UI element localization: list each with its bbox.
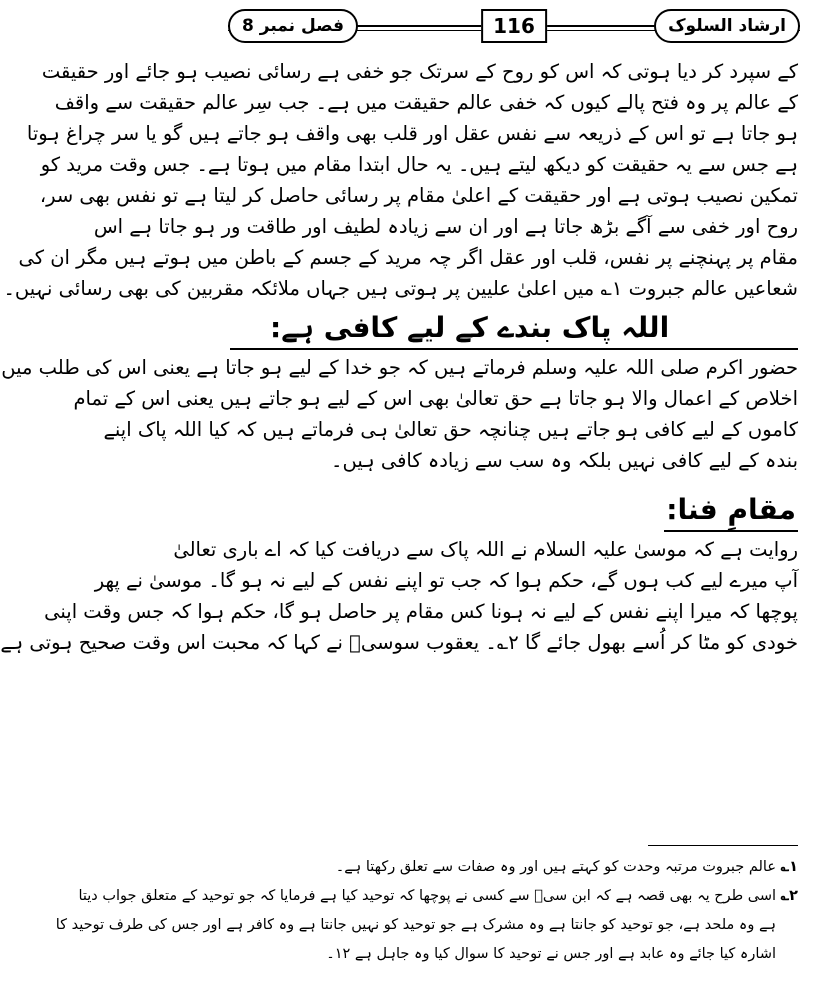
text-line: حضور اکرم صلی اللہ علیہ وسلم فرماتے ہیں کہ جو خدا کے لیے ہو جاتا ہے یعنی اس کی طلب میں (1, 356, 798, 379)
footnote-2-line: ہے وہ ملحد ہے، جو توحید کو جانتا ہے وہ مشرک ہے جو توحید کو نہیں جانتا ہے وہ کافر ہے اور جس کی طرف توحید کا (55, 917, 776, 933)
text-line: کاموں کے لیے کافی ہو جاتے ہیں چنانچہ حق تعالیٰ ہی فرماتے ہیں کہ کیا اللہ پاک اپنے (103, 418, 798, 441)
footnote-number: ۱؎ (780, 859, 798, 875)
footnote-2 (78, 882, 798, 911)
heading-box (664, 490, 798, 532)
paragraph-2 (1, 352, 798, 476)
footnotes (55, 853, 798, 969)
section-heading-maqam-fana (230, 490, 798, 532)
heading-text: اللہ پاک بندے کے لیے کافی ہے (281, 311, 670, 344)
page-content (0, 56, 798, 658)
text-line: کے عالم پر وہ فتح پالے کیوں کہ خفی عالم حقیقت میں ہے۔ جب سِر عالم حقیقت سے واقف (54, 91, 798, 114)
text-line: آپ میرے لیے کب ہوں گے، حکم ہوا کہ جب تو اپنے نفس کے لیے نہ ہو گا۔ موسیٰ نے پھر (94, 569, 798, 592)
footnote-number: ۲؎ (780, 888, 798, 904)
text-line: بندہ کے لیے کافی نہیں بلکہ وہ سب سے زیادہ کافی ہیں۔ (331, 449, 798, 472)
text-line: روایت ہے کہ موسیٰ علیہ السلام نے اللہ پاک سے دریافت کیا کہ اے باری تعالیٰ (173, 538, 798, 561)
footnote-text: اسی طرح یہ بھی قصہ ہے کہ ابن سیؒ سے کسی نے پوچھا کہ توحید کیا ہے فرمایا کہ جو توحید کے متعلق جواب دیتا (78, 888, 776, 904)
text-line: کے سپرد کر دیا ہوتی کہ اس کو روح کے سرتک جو خفی ہے رسائی نصیب ہو جائے اور حقیقت (41, 60, 798, 83)
paragraph-1 (3, 56, 798, 304)
text-line: ہے جس سے یہ حقیقت کو دیکھ لیتے ہیں۔ یہ حال ابتدا مقام میں ہوتا ہے۔ جس وقت مرید کو (40, 153, 798, 176)
chapter-label: فصل نمبر 8 (228, 9, 358, 43)
page-header (228, 8, 800, 44)
heading-text: مقامِ فنا (677, 493, 796, 526)
text-line: مقام پر پہنچنے پر نفس، قلب اور عقل اگر چہ مرید کے جسم کے باطن میں ہوتے ہیں مگر ان کی (18, 246, 798, 269)
text-line: تمکین نصیب ہوتی ہے اور حقیقت کے اعلیٰ مقام پر رسائی حاصل کر لیتا ہے تو نفس بھی سر، (39, 184, 798, 207)
paragraph-3 (0, 534, 798, 658)
book-title: ارشاد السلوک (654, 9, 800, 43)
section-heading-allah-sufficient (230, 308, 798, 350)
text-line: اخلاص کے اعمال والا ہو جاتا ہے حق تعالیٰ بھی اس کے لیے ہو جاتے ہیں یعنی اس کے تمام (73, 387, 798, 410)
footnote-1 (230, 853, 798, 882)
footnote-text: عالم جبروت مرتبہ وحدت کو کہتے ہیں اور وہ صفات سے تعلق رکھتا ہے۔ (335, 859, 776, 875)
text-line: ہو جاتا ہے تو اس کے ذریعہ سے نفس عقل اور قلب بھی واقف ہو جاتے ہیں گو یا سر چراغ ہوتا (26, 122, 798, 145)
footnote-2-line: اشارہ کیا جائے وہ عابد ہے اور جس نے توحید کا سوال کیا وہ جاہل ہے ۱۲۔ (326, 946, 776, 962)
text-line: خودی کو مٹا کر اُسے بھول جائے گا ۲؎۔ یعقوب سوسیؒ نے کہا کہ محبت اس وقت صحیح ہوتی ہے (0, 631, 798, 654)
text-line: روح اور خفی سے آگے بڑھ جاتا ہے اور ان سے زیادہ لطیف اور طاقت ور ہو جاتا ہے اس (93, 215, 798, 238)
heading-colon: : (270, 311, 282, 344)
heading-colon: : (666, 493, 678, 526)
text-line: شعاعیں عالم جبروت ۱؎ میں اعلیٰ علیین پر ہوتی ہیں جہاں ملائکہ مقربین کی بھی رسائی نہیں۔ (3, 277, 798, 300)
page-number: 116 (481, 9, 547, 43)
text-line: پوچھا کہ میرا اپنے نفس کے لیے نہ ہونا کس مقام پر حاصل ہو گا، حکم ہوا کہ جس وقت اپنی (44, 600, 798, 623)
